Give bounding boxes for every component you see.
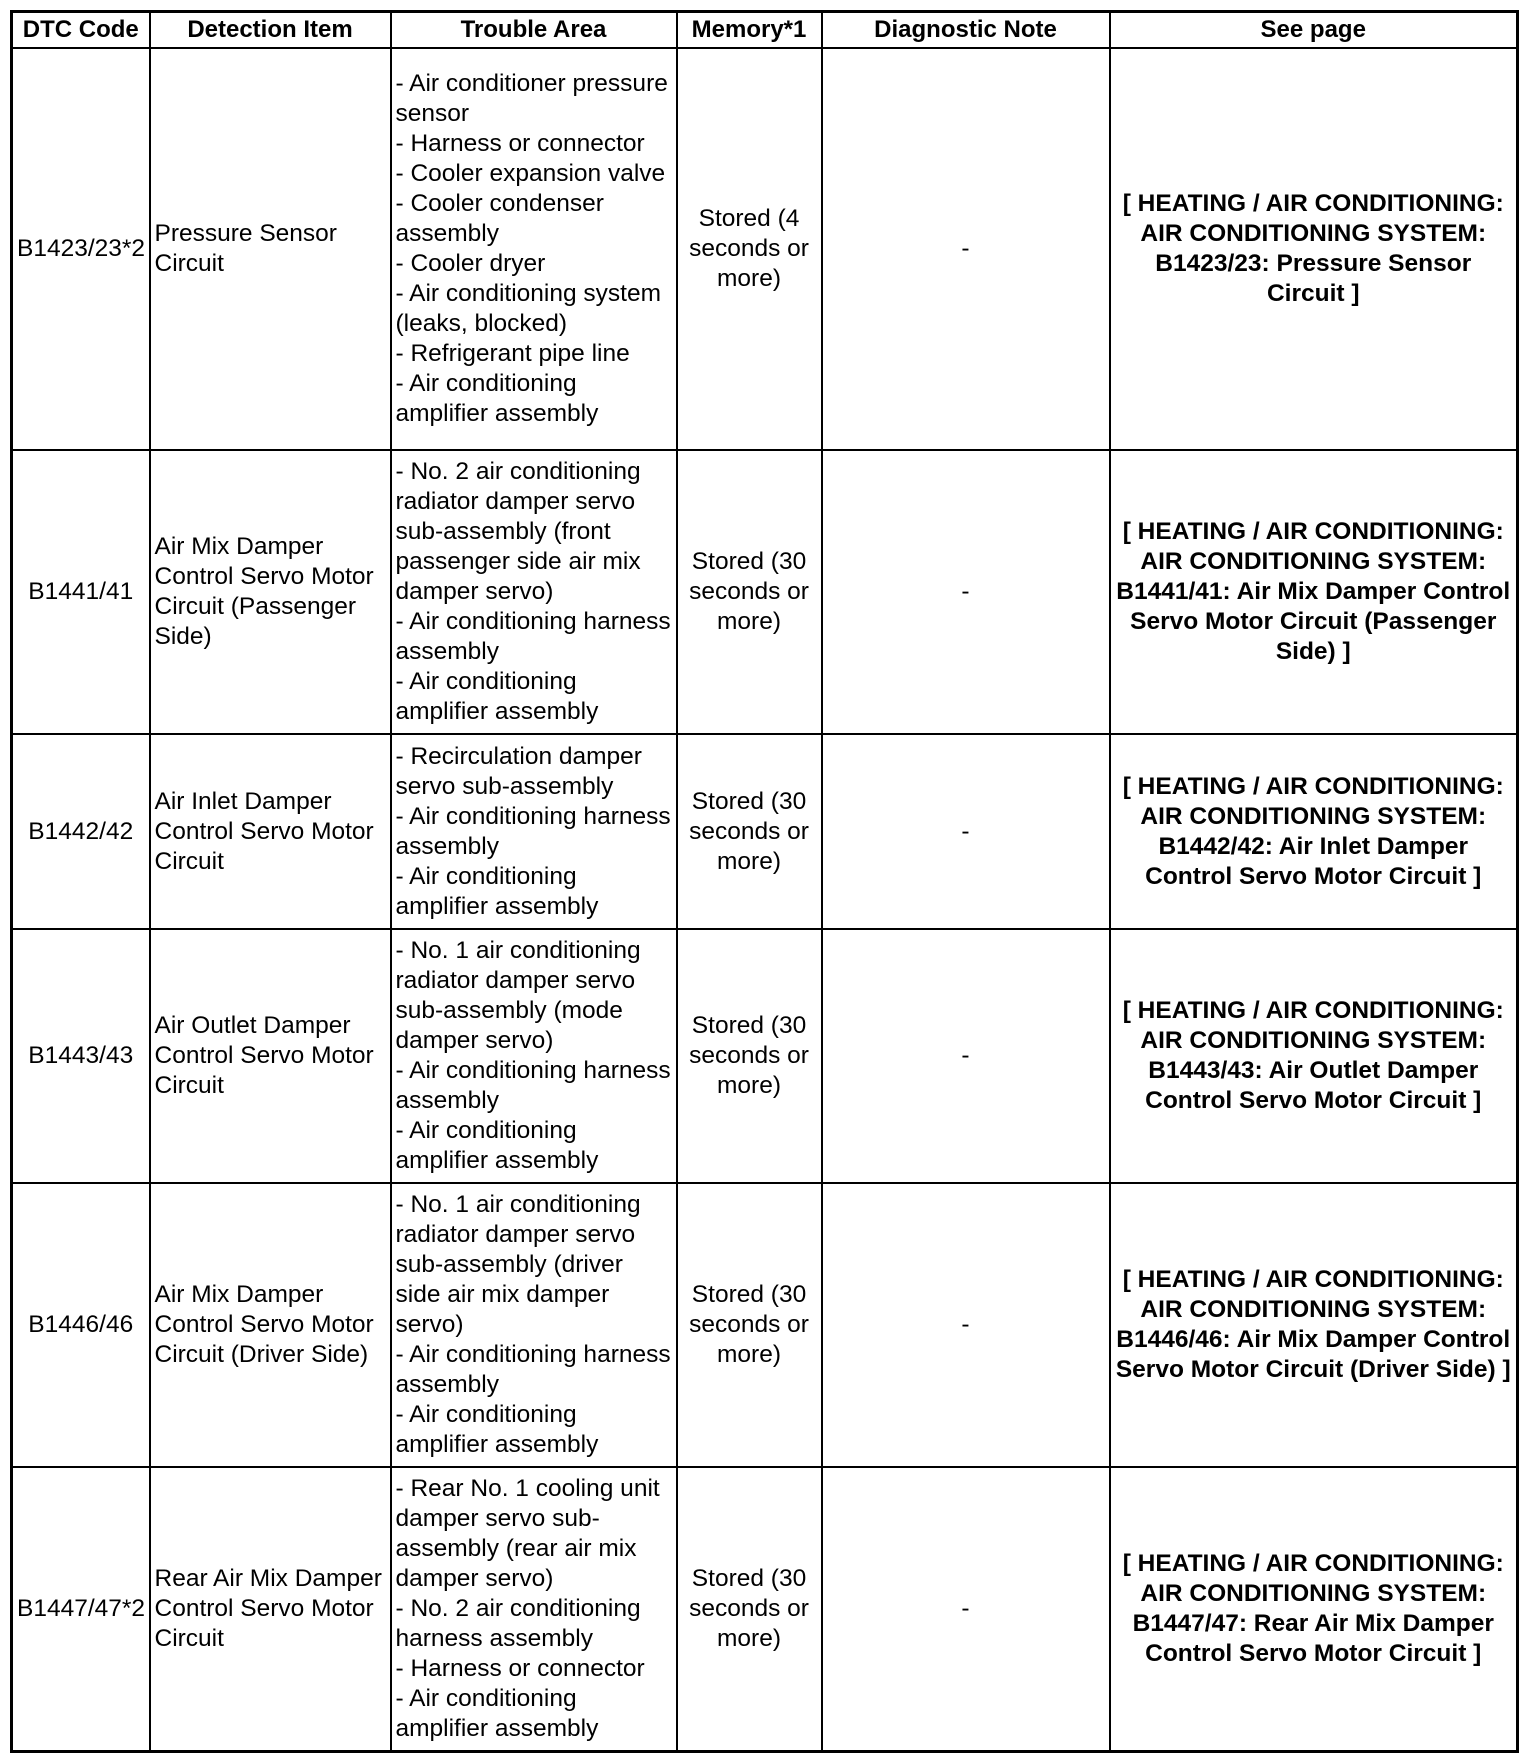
diagnostic-note-cell: - [822, 734, 1110, 929]
trouble-area-text: - Recirculation damper servo sub-assembly - Air conditioning harness assembly - Air conditioning amplifier assembly [395, 742, 671, 920]
trouble-area-text: - Rear No. 1 cooling unit damper servo sub-assembly (rear air mix damper servo) - No. 2 air conditioning harness assembly - Harness or connector - Air conditioning amplifier assembly [395, 1474, 660, 1742]
diagnostic-note-cell: - [822, 48, 1110, 450]
table-row [12, 1183, 1518, 1467]
table-row [12, 450, 1518, 734]
dtc-code-cell: B1441/41 [12, 450, 150, 734]
trouble-area-text: - No. 1 air conditioning radiator damper servo sub-assembly (mode damper servo) - Air conditioning harness assembly - Air conditioning amplifier assembly [395, 937, 671, 1174]
diagnostic-note-cell: - [822, 929, 1110, 1183]
trouble-area-text: - No. 2 air conditioning radiator damper servo sub-assembly (front passenger side air mix damper servo) - Air conditioning harness assembly - Air conditioning amplifier assembly [395, 458, 671, 725]
trouble-area-cell [391, 450, 677, 734]
trouble-area-cell [391, 1467, 677, 1751]
memory-cell: Stored (4 seconds or more) [677, 48, 822, 450]
diagnostic-note-cell: - [822, 1467, 1110, 1751]
dtc-code-cell: B1443/43 [12, 929, 150, 1183]
detection-item-cell: Rear Air Mix Damper Control Servo Motor Circuit [150, 1467, 391, 1751]
dtc-code-cell: B1446/46 [12, 1183, 150, 1467]
table-row [12, 734, 1518, 929]
detection-item-cell: Air Mix Damper Control Servo Motor Circuit (Passenger Side) [150, 450, 391, 734]
header-detection-item: Detection Item [150, 12, 391, 49]
memory-cell: Stored (30 seconds or more) [677, 450, 822, 734]
detection-item-cell: Pressure Sensor Circuit [150, 48, 391, 450]
diagnostic-note-cell: - [822, 1183, 1110, 1467]
dtc-code-cell: B1423/23*2 [12, 48, 150, 450]
header-memory: Memory*1 [677, 12, 822, 49]
see-page-cell: [ HEATING / AIR CONDITIONING: AIR CONDITIONING SYSTEM: B1447/47: Rear Air Mix Damper Control Servo Motor Circuit ] [1110, 1467, 1518, 1751]
header-see-page: See page [1110, 12, 1518, 49]
see-page-cell: [ HEATING / AIR CONDITIONING: AIR CONDITIONING SYSTEM: B1442/42: Air Inlet Damper Control Servo Motor Circuit ] [1110, 734, 1518, 929]
detection-item-cell: Air Outlet Damper Control Servo Motor Circuit [150, 929, 391, 1183]
trouble-area-cell [391, 48, 677, 450]
see-page-cell: [ HEATING / AIR CONDITIONING: AIR CONDITIONING SYSTEM: B1423/23: Pressure Sensor Circuit ] [1110, 48, 1518, 450]
see-page-cell: [ HEATING / AIR CONDITIONING: AIR CONDITIONING SYSTEM: B1443/43: Air Outlet Damper Control Servo Motor Circuit ] [1110, 929, 1518, 1183]
trouble-area-cell [391, 929, 677, 1183]
table-row [12, 1467, 1518, 1751]
see-page-cell: [ HEATING / AIR CONDITIONING: AIR CONDITIONING SYSTEM: B1441/41: Air Mix Damper Control Servo Motor Circuit (Passenger Side) ] [1110, 450, 1518, 734]
see-page-cell: [ HEATING / AIR CONDITIONING: AIR CONDITIONING SYSTEM: B1446/46: Air Mix Damper Control Servo Motor Circuit (Driver Side) ] [1110, 1183, 1518, 1467]
memory-cell: Stored (30 seconds or more) [677, 734, 822, 929]
memory-cell: Stored (30 seconds or more) [677, 1467, 822, 1751]
trouble-area-text: - No. 1 air conditioning radiator damper servo sub-assembly (driver side air mix damper servo) - Air conditioning harness assembly - Air conditioning amplifier assembly [395, 1191, 671, 1458]
header-dtc-code: DTC Code [12, 12, 150, 49]
dtc-code-cell: B1447/47*2 [12, 1467, 150, 1751]
trouble-area-text: - Air conditioner pressure sensor - Harness or connector - Cooler expansion valve - Cooler condenser assembly - Cooler dryer - Air conditioning system (leaks, blocked) - Refrigerant pipe line - Air conditioning amplifier assembly [395, 70, 668, 427]
header-diagnostic-note: Diagnostic Note [822, 12, 1110, 49]
dtc-code-cell: B1442/42 [12, 734, 150, 929]
table-row [12, 929, 1518, 1183]
trouble-area-cell [391, 1183, 677, 1467]
detection-item-cell: Air Mix Damper Control Servo Motor Circuit (Driver Side) [150, 1183, 391, 1467]
header-row [12, 12, 1518, 49]
diagnostic-note-cell: - [822, 450, 1110, 734]
detection-item-cell: Air Inlet Damper Control Servo Motor Circuit [150, 734, 391, 929]
memory-cell: Stored (30 seconds or more) [677, 929, 822, 1183]
memory-cell: Stored (30 seconds or more) [677, 1183, 822, 1467]
header-trouble-area: Trouble Area [391, 12, 677, 49]
trouble-area-cell [391, 734, 677, 929]
dtc-table [10, 10, 1519, 1753]
table-row [12, 48, 1518, 450]
